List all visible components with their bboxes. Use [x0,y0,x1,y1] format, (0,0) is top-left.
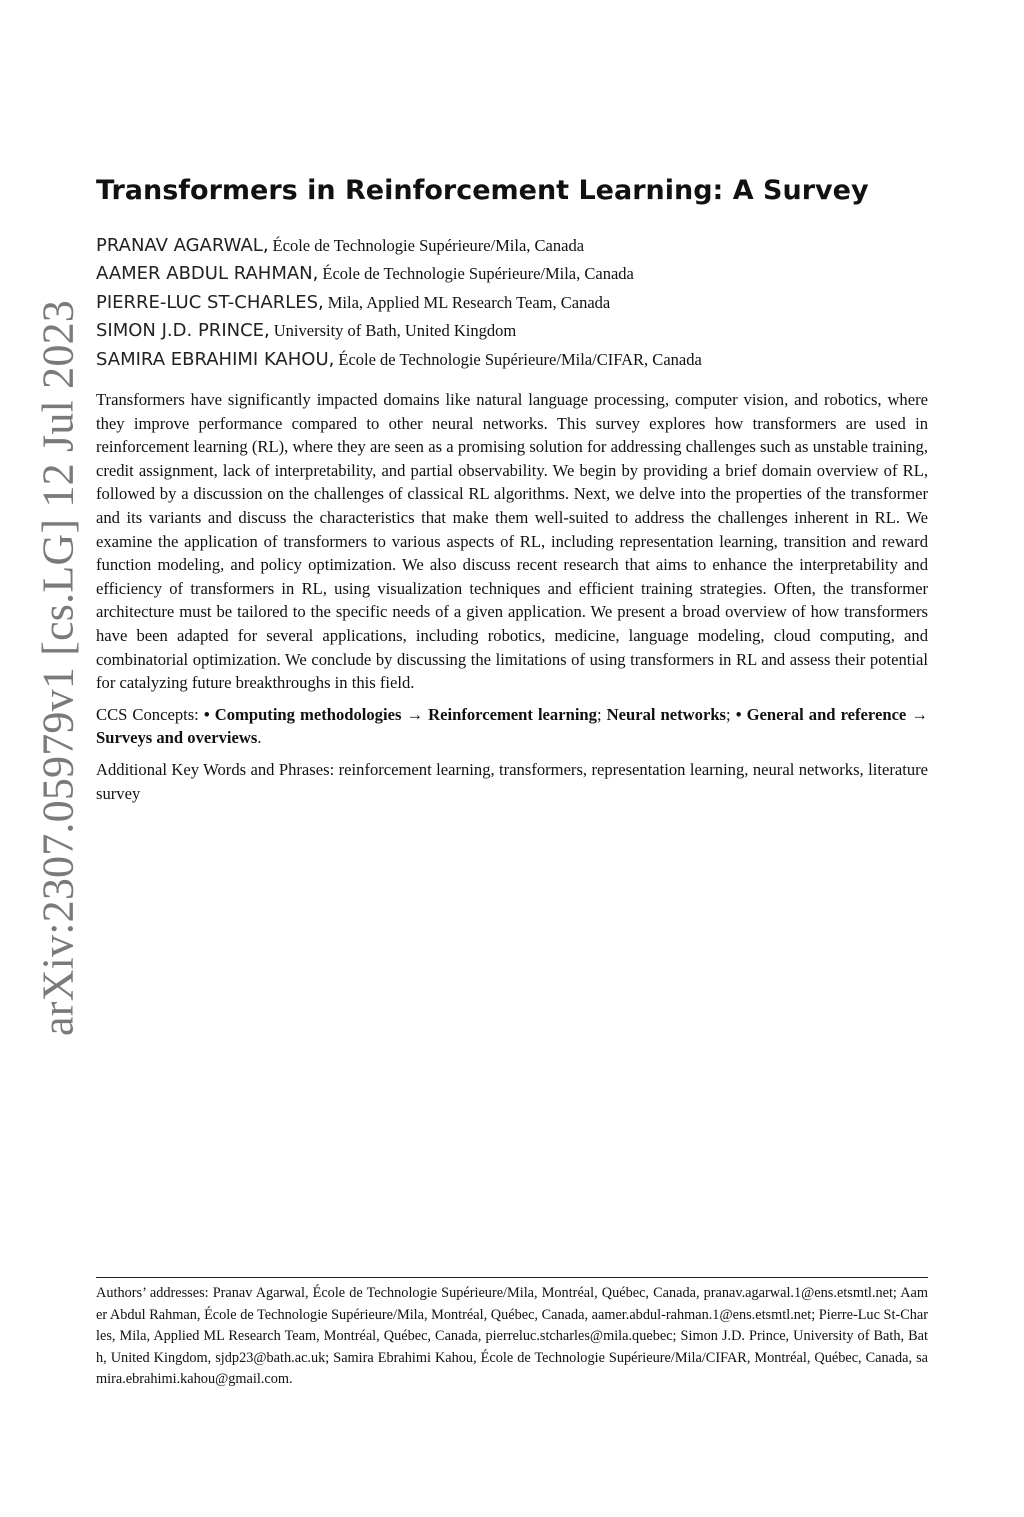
footnote-text: Authors’ addresses: Pranav Agarwal, École de Technologie Supérieure/Mila, Montréal, Québec, Canada, pranav.agarwal.1@ens.etsmtl.net; Aamer Abdul Rahman, École de Technologie Supérieure/Mila, Montréal, Québec, Canada, aamer.abdul-rahman.1@ens.etsmtl.net; Pierre-Luc St-Charles, Mila, Applied ML Research Team, Montréal, Québec, Canada, pierreluc.stcharles@mila.quebec; Simon J.D. Prince, University of Bath, Bath, United Kingdom, sjdp23@bath.ac.uk; Samira Ebrahimi Kahou, École de Technologie Supérieure/Mila/CIFAR, Montréal, Québec, Canada, samira.ebrahimi.kahou@gmail.com. [96,1285,928,1388]
author-name: PIERRE-LUC ST-CHARLES [96,291,319,313]
author-affiliation: University of Bath, United Kingdom [273,321,517,341]
ccs-concepts [96,703,928,750]
ccs-category: General and reference [746,704,907,724]
author-entry [96,289,928,317]
ccs-arrow: → [406,704,424,724]
author-affiliation: École de Technologie Supérieure/Mila/CIFAR, Canada [338,349,702,369]
abstract: Transformers have significantly impacted domains like natural language processing, computer vision, and robotics, where they improve performance compared to other neural networks. This survey explores how transformers are used in reinforcement learning (RL), where they are seen as a promising solution for addressing challenges such as unstable training, credit assignment, lack of interpretability, and partial observability. We begin by providing a brief domain overview of RL, followed by a discussion on the challenges of classical RL algorithms. Next, we delve into the properties of the transformer and its variants and discuss the characteristics that make them well-suited to address the challenges inherent in RL. We examine the application of transformers to various aspects of RL, including representation learning, transition and reward function modeling, and policy optimization. We also discuss recent research that aims to enhance the interpretability and efficiency of transformers in RL, using visualization techniques and efficient training strategies. Often, the transformer architecture must be tailored to the specific needs of a given application. We present a broad overview of how transformers have been adapted for several applications, including robotics, medicine, language modeling, cloud computing, and combinatorial optimization. We conclude by discussing the limitations of using transformers in RL and assess their potential for catalyzing future breakthroughs in this field. [96,390,928,693]
author-affiliation: École de Technologie Supérieure/Mila, Canada [322,264,634,284]
author-entry [96,260,928,288]
author-name: PRANAV AGARWAL [96,235,263,256]
author-name: SIMON J.D. PRINCE [96,320,265,342]
author-separator: , [328,348,335,370]
ccs-bullet: • [735,704,742,724]
authors-address-footnote [96,1277,928,1391]
keywords [96,758,928,805]
ccs-bullet: • [203,704,210,724]
author-separator: , [312,263,319,285]
ccs-separator: ; [596,704,602,724]
ccs-concept: Reinforcement learning [428,704,597,724]
ccs-end: . [257,728,262,748]
ccs-concept: Neural networks [606,704,727,724]
footnote-rule [96,1277,928,1278]
author-separator: , [318,291,324,313]
author-separator: , [262,235,269,256]
author-entry [96,346,928,374]
author-name: SAMIRA EBRAHIMI KAHOU [96,348,329,370]
author-affiliation: École de Technologie Supérieure/Mila, Canada [272,236,585,255]
author-separator: , [264,320,270,342]
ccs-category: Computing methodologies [214,704,402,724]
ccs-concept: Surveys and overviews [96,728,258,748]
author-entry [96,232,928,260]
author-list [96,232,928,374]
paper-title: Transformers in Reinforcement Learning: A Survey [96,175,869,206]
ccs-arrow: → [911,704,928,724]
author-affiliation: Mila, Applied ML Research Team, Canada [327,292,611,312]
ccs-separator: ; [726,704,731,724]
author-name: AAMER ABDUL RAHMAN [96,263,313,285]
ccs-label: CCS Concepts: [96,704,199,724]
author-entry [96,317,928,345]
paper-front-matter [96,172,928,805]
keywords-label: Additional Key Words and Phrases: [96,759,335,779]
arxiv-identifier[interactable]: arXiv:2307.05979v1 [cs.LG] 12 Jul 2023 [33,300,83,1036]
keywords-text: reinforcement learning, transformers, representation learning, neural networks, literature survey [96,759,929,803]
